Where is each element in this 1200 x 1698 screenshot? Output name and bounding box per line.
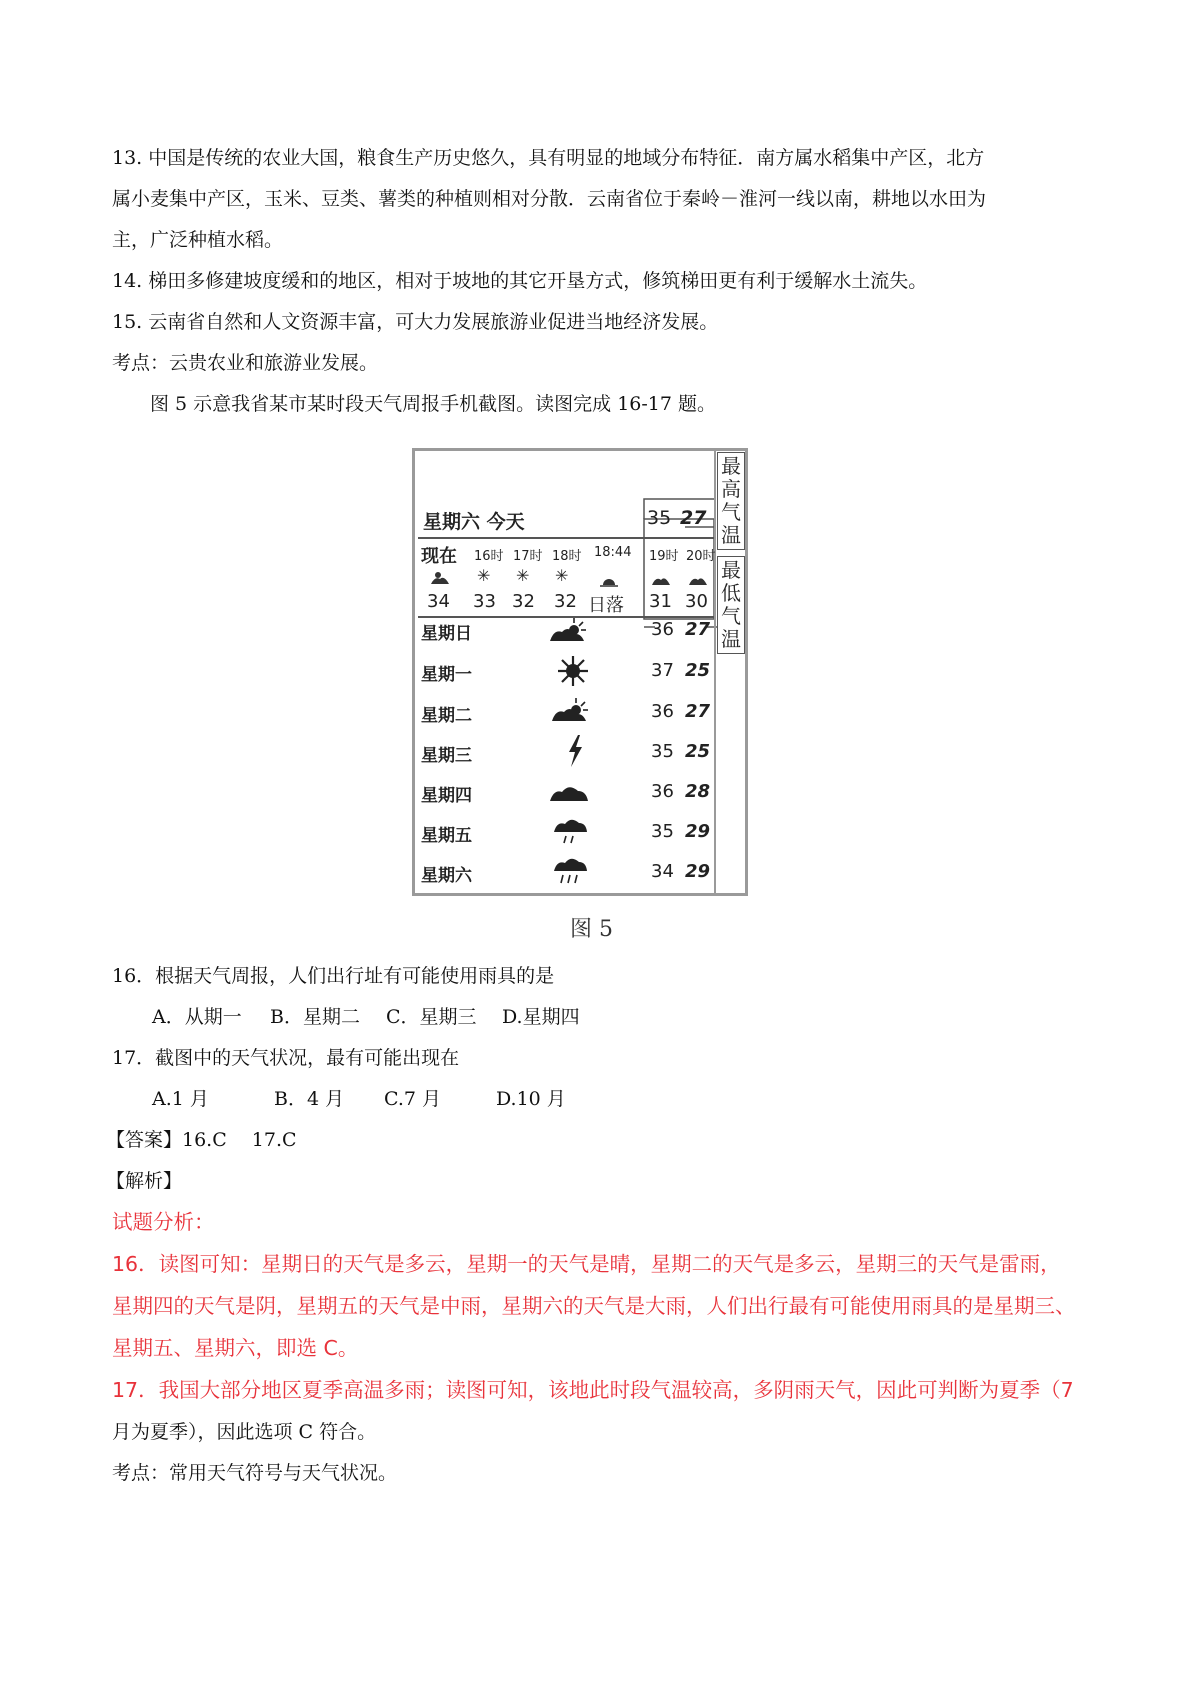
paragraph-13-line1: 13. 中国是传统的农业大国，粮食生产历史悠久，具有明显的地域分布特征．南方属水稻集中产区，北方 [112, 147, 985, 169]
analysis-16-line3: 星期五、星期六，即选 C。 [112, 1336, 359, 1360]
analysis-16-line1: 16．读图可知：星期日的天气是多云，星期一的天气是晴，星期二的天气是多云，星期三的天气是雷雨， [112, 1252, 1061, 1276]
question-17-options [152, 1079, 1142, 1120]
analysis-heading: 【解析】 [106, 1170, 183, 1192]
hour-icon-cloudy-night-1 [651, 569, 671, 591]
day-high-2: 36 [651, 701, 674, 722]
hour-time-0: 现在 [421, 546, 457, 567]
phone-screenshot [412, 448, 748, 896]
partly-cloudy-icon [548, 617, 588, 648]
day-low-0: 27 [685, 619, 711, 640]
option-16-c: C．星期三 [386, 1006, 477, 1028]
day-high-5: 35 [651, 821, 674, 842]
analysis-17-line1: 17．我国大部分地区夏季高温多雨；读图可知，该地此时段气温较高，多阴雨天气，因此可判断为夏季（7 [112, 1378, 1074, 1402]
paragraph-13-line3: 主，广泛种植水稻。 [112, 229, 284, 251]
question-17: 17．截图中的天气状况，最有可能出现在 [112, 1047, 460, 1069]
partly-cloudy-icon [550, 697, 590, 728]
hour-icon-sunny-1: ✳ [477, 566, 491, 585]
day-high-6: 34 [651, 861, 674, 882]
today-high: 35 [647, 507, 672, 529]
option-17-c: C.7 月 [384, 1088, 442, 1110]
day-low-6: 29 [685, 861, 711, 882]
hour-icon-partly-cloudy [429, 568, 451, 590]
option-16-b: B．星期二 [270, 1006, 360, 1028]
day-label-0: 星期日 [421, 624, 472, 644]
kaodian-1: 考点：云贵农业和旅游业发展。 [112, 352, 379, 374]
day-label-2: 星期二 [421, 706, 472, 726]
figure-intro: 图 5 示意我省某市某时段天气周报手机截图。读图完成 16-17 题。 [150, 393, 717, 415]
hour-time-5: 19时 [649, 549, 679, 564]
day-high-4: 36 [651, 781, 674, 802]
hour-icon-sunny-2: ✳ [516, 566, 530, 585]
day-low-1: 25 [685, 660, 711, 681]
hour-icon-sunny-3: ✳ [555, 566, 569, 585]
option-17-d: D.10 月 [496, 1088, 566, 1110]
day-label-6: 星期六 [421, 866, 472, 886]
figure-caption: 图 5 [570, 917, 613, 942]
day-low-4: 28 [685, 781, 711, 802]
question-16: 16．根据天气周报，人们出行址有可能使用雨具的是 [112, 965, 555, 987]
kaodian-2: 考点：常用天气符号与天气状况。 [112, 1462, 398, 1484]
hour-temp-5: 31 [649, 591, 672, 612]
option-16-a: A．从期一 [152, 1006, 242, 1028]
cloudy-icon [548, 781, 590, 808]
hour-time-6: 20时 [686, 549, 716, 564]
paragraph-15: 15. 云南省自然和人文资源丰富，可大力发展旅游业促进当地经济发展。 [112, 311, 719, 333]
day-low-5: 29 [685, 821, 711, 842]
today-low: 27 [680, 507, 707, 529]
question-16-options [152, 997, 1142, 1038]
hour-temp-3: 32 [554, 591, 577, 612]
heavy-rain-icon [552, 855, 588, 892]
hour-icon-cloudy-night-2 [688, 569, 708, 591]
sunny-icon [556, 654, 590, 693]
hour-temp-2: 32 [512, 591, 535, 612]
hour-time-2: 17时 [513, 549, 543, 564]
hour-temp-1: 33 [473, 591, 496, 612]
answer-line: 【答案】16.C 17.C [106, 1129, 297, 1151]
analysis-title: 试题分析： [112, 1210, 215, 1234]
hour-time-3: 18时 [552, 549, 582, 564]
hour-temp-4: 日落 [588, 595, 624, 616]
option-17-a: A.1 月 [152, 1088, 209, 1110]
day-label-5: 星期五 [421, 826, 472, 846]
day-high-1: 37 [651, 660, 674, 681]
label-max-temp: 最 高 气 温 [717, 452, 745, 550]
day-low-3: 25 [685, 741, 711, 762]
label-min-temp: 最 低 气 温 [717, 556, 745, 654]
paragraph-14: 14. 梯田多修建坡度缓和的地区，相对于坡地的其它开垦方式，修筑梯田更有利于缓解水土流失。 [112, 270, 928, 292]
day-label-4: 星期四 [421, 786, 472, 806]
day-label-1: 星期一 [421, 665, 472, 685]
option-16-d: D.星期四 [502, 1006, 580, 1028]
analysis-17-line2: 月为夏季），因此选项 C 符合。 [112, 1421, 377, 1443]
day-low-2: 27 [685, 701, 711, 722]
paragraph-13-line2: 属小麦集中产区，玉米、豆类、薯类的种植则相对分散．云南省位于秦岭－淮河一线以南，耕地以水田为 [112, 188, 987, 210]
hour-temp-6: 30 [685, 591, 708, 612]
day-label-3: 星期三 [421, 746, 472, 766]
hour-time-4: 18:44 [594, 545, 632, 560]
thunder-icon [565, 734, 585, 773]
moderate-rain-icon [552, 816, 588, 851]
hour-temp-0: 34 [427, 591, 450, 612]
weather-figure [412, 448, 748, 942]
day-high-3: 35 [651, 741, 674, 762]
analysis-16-line2: 星期四的天气是阴，星期五的天气是中雨，星期六的天气是大雨，人们出行最有可能使用雨具的是星期三、 [112, 1294, 1076, 1318]
hour-time-1: 16时 [474, 549, 504, 564]
day-high-0: 36 [651, 619, 674, 640]
today-label: 星期六 今天 [423, 511, 525, 533]
option-17-b: B．4 月 [274, 1088, 345, 1110]
hour-icon-sunset [599, 570, 619, 592]
